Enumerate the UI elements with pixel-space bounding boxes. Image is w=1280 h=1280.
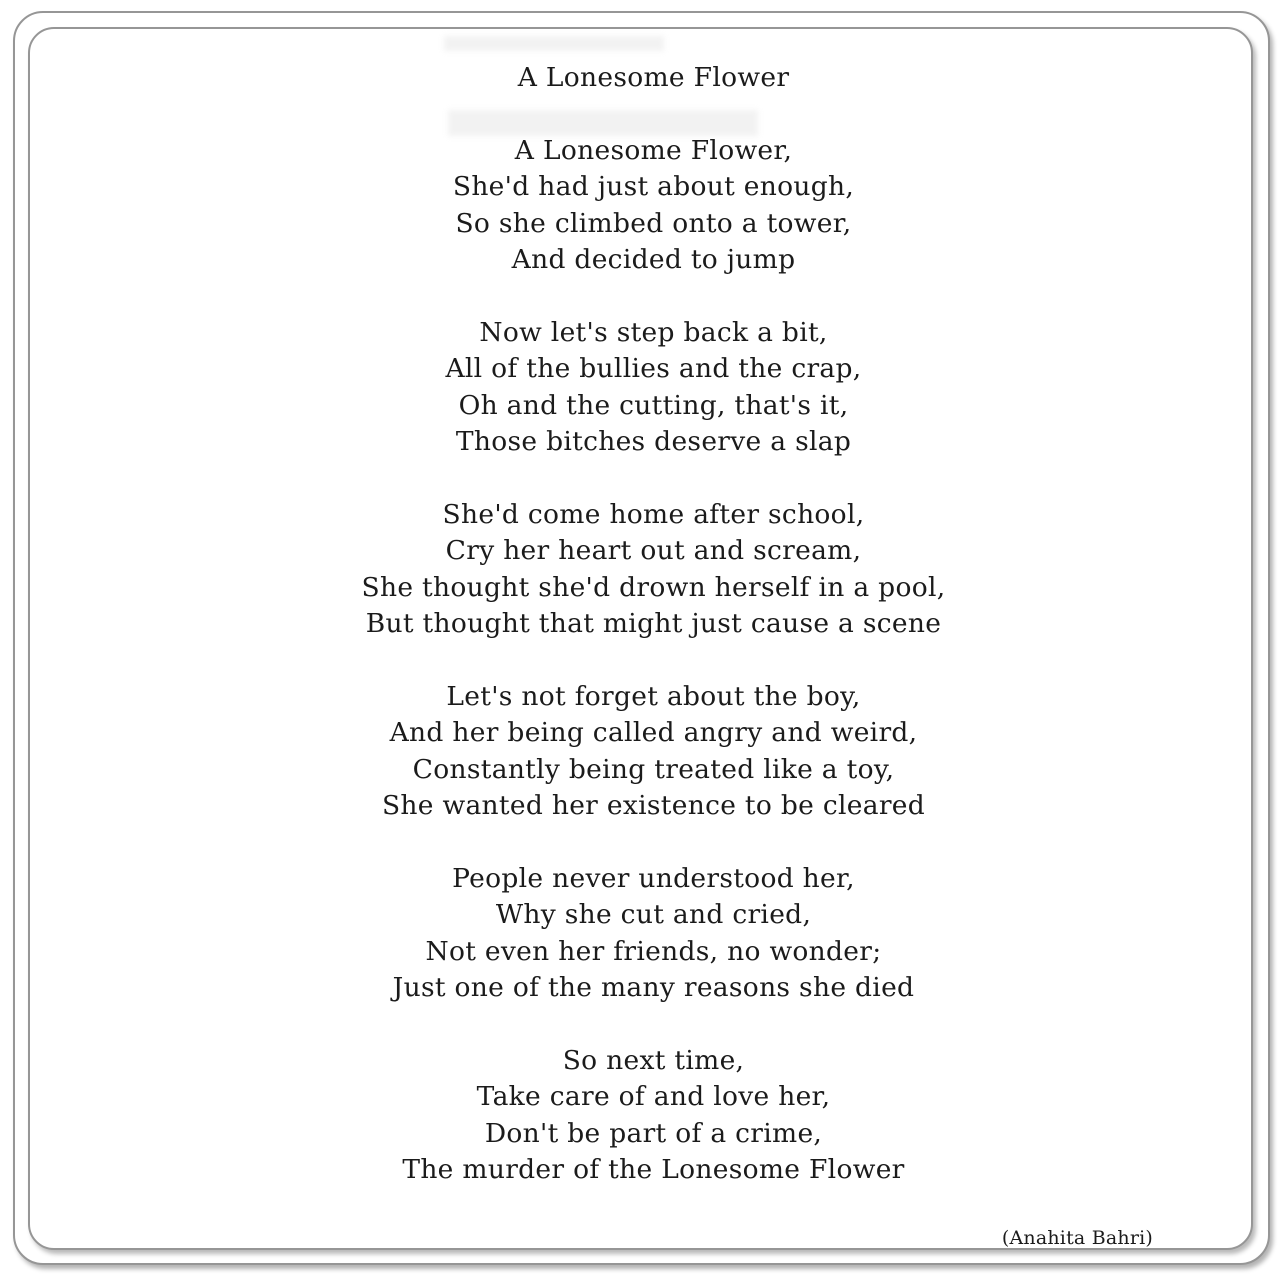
poem-line: She'd had just about enough, (452, 171, 855, 203)
poem-line: She thought she'd drown herself in a pool, (361, 571, 946, 603)
poem-line: She'd come home after school, (442, 498, 865, 530)
stanza-6 (56, 1043, 1251, 1189)
poem-line: Just one of the many reasons she died (392, 972, 915, 1004)
poem-line: Those bitches deserve a slap (455, 426, 852, 458)
poem-line: Not even her friends, no wonder; (425, 935, 882, 967)
poem-line: Take care of and love her, (476, 1081, 831, 1113)
stanza-3 (56, 497, 1251, 643)
stanza-2 (56, 315, 1251, 461)
poem-line: So next time, (562, 1044, 745, 1076)
poem-line: Why she cut and cried, (495, 899, 812, 931)
poem-line: She wanted her existence to be cleared (381, 790, 926, 822)
poem-line: A Lonesome Flower, (514, 134, 793, 166)
poem-line: All of the bullies and the crap, (445, 353, 862, 385)
poem-line: Constantly being treated like a toy, (412, 753, 895, 785)
poem-title: A Lonesome Flower (517, 62, 790, 93)
poem-line: Oh and the cutting, that's it, (458, 389, 849, 421)
stanza-1 (56, 133, 1251, 279)
poem-line: Cry her heart out and scream, (445, 535, 862, 567)
poet-attribution: (Anahita Bahri) (1001, 1226, 1153, 1249)
stanza-5 (56, 861, 1251, 1007)
poem-line: And her being called angry and weird, (389, 717, 918, 749)
stanza-4 (56, 679, 1251, 825)
poem-line: Let's not forget about the boy, (446, 680, 861, 712)
poem-line: People never understood her, (452, 862, 855, 894)
poem-line: And decided to jump (511, 244, 796, 276)
poem-line: But thought that might just cause a scene (365, 608, 942, 640)
poem-line: So she climbed onto a tower, (455, 207, 852, 239)
poem-line: The murder of the Lonesome Flower (402, 1154, 905, 1186)
poem-line: Don't be part of a crime, (484, 1117, 823, 1149)
poem-line: Now let's step back a bit, (479, 316, 828, 348)
poem-body (30, 29, 1251, 1251)
